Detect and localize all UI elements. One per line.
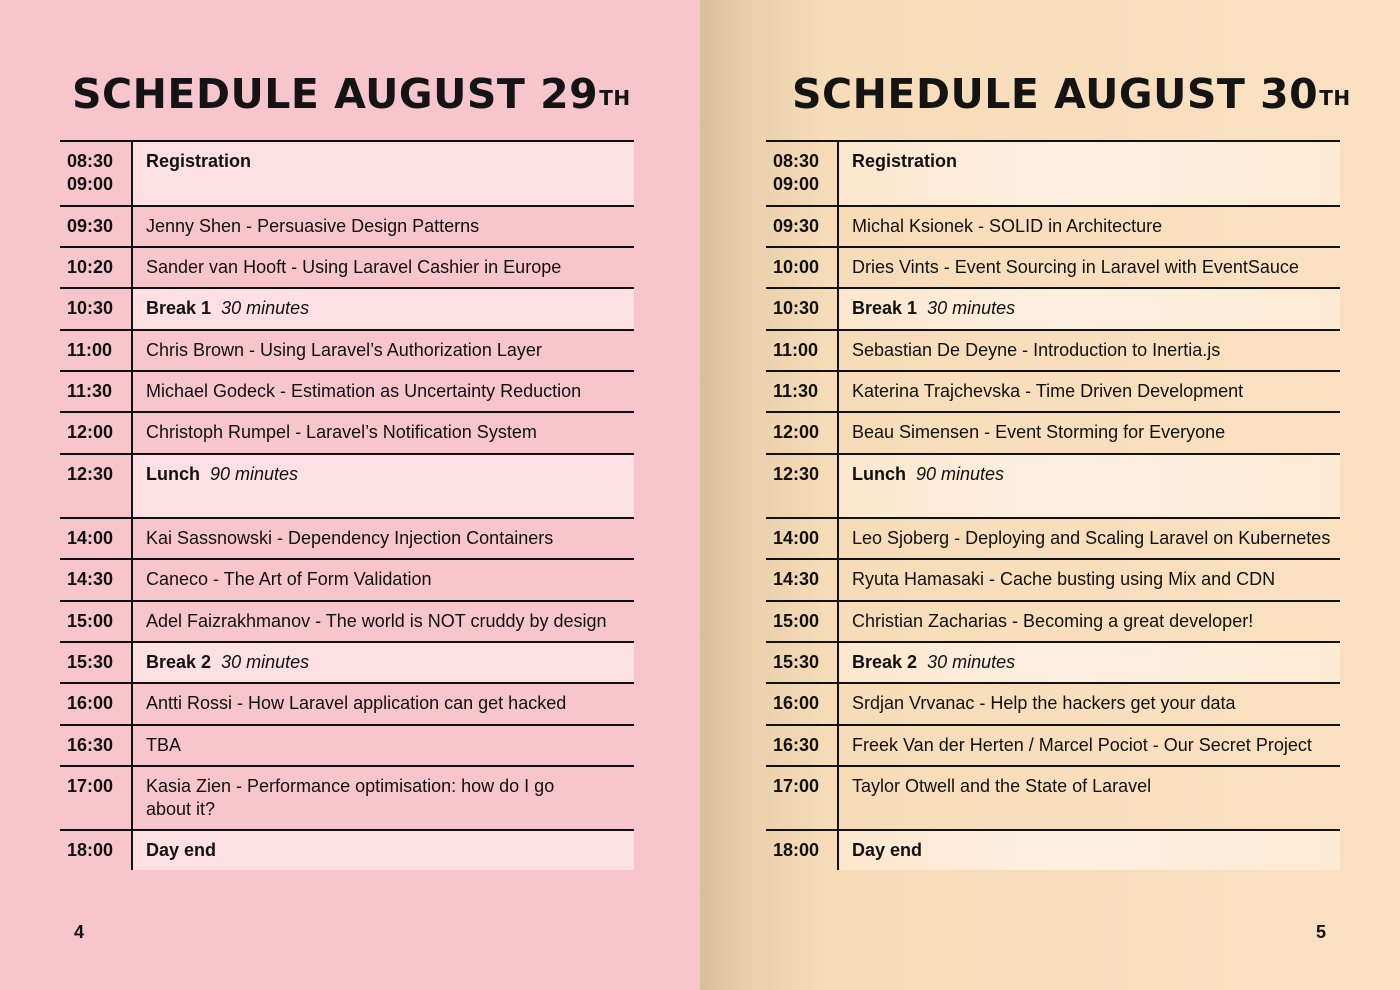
- session-cell: [133, 331, 634, 370]
- session-title: Michal Ksionek - SOLID in Architecture: [852, 216, 1163, 236]
- start-time: 12:00: [67, 422, 114, 442]
- start-time: 10:30: [773, 298, 820, 318]
- schedule-row: [766, 370, 1340, 411]
- right-page: [700, 0, 1400, 990]
- session-title: Break 1: [146, 298, 212, 318]
- session-title: Break 1: [852, 298, 918, 318]
- time-cell: [60, 331, 133, 370]
- session-cell: [839, 455, 1340, 517]
- schedule-row: [766, 140, 1340, 205]
- schedule-row: [60, 641, 634, 682]
- start-time: 14:30: [773, 569, 820, 589]
- start-time: 10:30: [67, 298, 114, 318]
- schedule-row: [766, 246, 1340, 287]
- session-cell: [839, 602, 1340, 641]
- duration-note: 90 minutes: [210, 464, 299, 484]
- schedule-row: [60, 370, 634, 411]
- start-time: 16:00: [773, 693, 820, 713]
- start-time: 15:00: [773, 611, 820, 631]
- start-time: 15:00: [67, 611, 114, 631]
- time-cell: [766, 455, 839, 517]
- end-time: 09:00: [773, 174, 820, 194]
- time-cell: [766, 331, 839, 370]
- session-cell: [133, 289, 634, 329]
- time-cell: [60, 289, 133, 329]
- schedule-table: [766, 140, 1340, 870]
- schedule-row: [766, 765, 1340, 829]
- duration-note: 30 minutes: [221, 298, 310, 318]
- start-time: 12:30: [67, 464, 114, 484]
- time-cell: [60, 248, 133, 287]
- time-cell: [766, 207, 839, 246]
- time-cell: [766, 289, 839, 329]
- session-cell: [133, 413, 634, 453]
- session-cell: [839, 289, 1340, 329]
- start-time: 10:00: [773, 257, 820, 277]
- start-time: 11:00: [67, 340, 113, 360]
- session-cell: [839, 248, 1340, 287]
- start-time: 16:30: [67, 735, 114, 755]
- time-cell: [60, 372, 133, 411]
- time-cell: [766, 248, 839, 287]
- start-time: 15:30: [773, 652, 820, 672]
- start-time: 15:30: [67, 652, 114, 672]
- schedule-row: [60, 453, 634, 517]
- session-cell: [839, 142, 1340, 205]
- schedule-row: [60, 829, 634, 870]
- schedule-row: [766, 287, 1340, 329]
- session-title: Lunch: [146, 464, 200, 484]
- schedule-row: [766, 329, 1340, 370]
- session-title: Chris Brown - Using Laravel’s Authorization Layer: [146, 340, 542, 360]
- session-title: Sander van Hooft - Using Laravel Cashier in Europe: [146, 257, 562, 277]
- time-cell: [60, 519, 133, 558]
- session-cell: [839, 726, 1340, 765]
- session-title: Sebastian De Deyne - Introduction to Inertia.js: [852, 340, 1221, 360]
- schedule-row: [60, 205, 634, 246]
- session-cell: [839, 413, 1340, 453]
- page-number: 4: [74, 922, 85, 942]
- page-title: [72, 68, 631, 120]
- start-time: 08:30: [773, 151, 820, 171]
- start-time: 11:30: [67, 381, 113, 401]
- schedule-row: [766, 641, 1340, 682]
- start-time: 08:30: [67, 151, 114, 171]
- schedule-row: [60, 682, 634, 724]
- session-cell: [133, 831, 634, 870]
- schedule-row: [60, 329, 634, 370]
- title-superscript: TH: [599, 86, 631, 110]
- time-cell: [60, 767, 133, 829]
- schedule-row: [60, 140, 634, 205]
- start-time: 17:00: [773, 776, 820, 796]
- schedule-row: [766, 205, 1340, 246]
- session-title: TBA: [146, 735, 182, 755]
- session-title: Jenny Shen - Persuasive Design Patterns: [146, 216, 480, 236]
- time-cell: [60, 142, 133, 205]
- schedule-row: [60, 287, 634, 329]
- session-title: Ryuta Hamasaki - Cache busting using Mix and CDN: [852, 569, 1276, 589]
- title-text: SCHEDULE AUGUST 29: [72, 70, 599, 118]
- time-cell: [60, 560, 133, 600]
- time-cell: [766, 726, 839, 765]
- session-cell: [133, 767, 634, 829]
- session-title: Christian Zacharias - Becoming a great developer!: [852, 611, 1254, 631]
- schedule-row: [766, 724, 1340, 765]
- schedule-row: [60, 246, 634, 287]
- session-title: Katerina Trajchevska - Time Driven Development: [852, 381, 1244, 401]
- session-title: Leo Sjoberg - Deploying and Scaling Laravel on Kubernetes: [852, 528, 1331, 548]
- time-cell: [766, 142, 839, 205]
- session-title: Antti Rossi - How Laravel application can get hacked: [146, 693, 567, 713]
- session-title: Taylor Otwell and the State of Laravel: [852, 776, 1152, 796]
- session-cell: [133, 726, 634, 765]
- session-cell: [133, 602, 634, 641]
- session-cell: [839, 684, 1340, 724]
- duration-note: 30 minutes: [927, 298, 1016, 318]
- time-cell: [60, 831, 133, 870]
- schedule-row: [766, 682, 1340, 724]
- session-cell: [133, 519, 634, 558]
- start-time: 14:00: [67, 528, 114, 548]
- session-cell: [133, 207, 634, 246]
- schedule-row: [766, 600, 1340, 641]
- schedule-row: [60, 724, 634, 765]
- session-cell: [839, 643, 1340, 682]
- session-title: Michael Godeck - Estimation as Uncertainty Reduction: [146, 381, 582, 401]
- time-cell: [60, 207, 133, 246]
- start-time: 18:00: [773, 840, 820, 860]
- schedule-row: [60, 600, 634, 641]
- schedule-row: [60, 558, 634, 600]
- session-cell: [133, 372, 634, 411]
- time-cell: [766, 602, 839, 641]
- start-time: 10:20: [67, 257, 114, 277]
- start-time: 12:00: [773, 422, 820, 442]
- start-time: 11:00: [773, 340, 819, 360]
- session-title: Break 2: [852, 652, 918, 672]
- time-cell: [766, 413, 839, 453]
- time-cell: [766, 684, 839, 724]
- schedule-row: [60, 517, 634, 558]
- session-title: Dries Vints - Event Sourcing in Laravel with EventSauce: [852, 257, 1299, 277]
- session-title: Adel Faizrakhmanov - The world is NOT cruddy by design: [146, 611, 607, 631]
- start-time: 14:30: [67, 569, 114, 589]
- session-cell: [839, 331, 1340, 370]
- time-cell: [766, 372, 839, 411]
- session-cell: [839, 207, 1340, 246]
- start-time: 09:30: [67, 216, 114, 236]
- time-cell: [766, 519, 839, 558]
- start-time: 18:00: [67, 840, 114, 860]
- time-cell: [766, 831, 839, 870]
- start-time: 11:30: [773, 381, 819, 401]
- session-title: Registration: [852, 151, 958, 171]
- time-cell: [766, 560, 839, 600]
- time-cell: [766, 643, 839, 682]
- start-time: 14:00: [773, 528, 820, 548]
- session-title: Break 2: [146, 652, 212, 672]
- schedule-table: [60, 140, 634, 870]
- session-cell: [839, 372, 1340, 411]
- session-title: Srdjan Vrvanac - Help the hackers get your data: [852, 693, 1236, 713]
- session-cell: [839, 831, 1340, 870]
- title-text: SCHEDULE AUGUST 30: [792, 70, 1319, 118]
- session-title: Day end: [852, 840, 923, 860]
- session-cell: [839, 519, 1340, 558]
- start-time: 16:00: [67, 693, 114, 713]
- page-number: 5: [1315, 922, 1326, 942]
- session-cell: [133, 248, 634, 287]
- time-cell: [60, 455, 133, 517]
- start-time: 16:30: [773, 735, 820, 755]
- start-time: 09:30: [773, 216, 820, 236]
- time-cell: [60, 643, 133, 682]
- schedule-row: [766, 558, 1340, 600]
- time-cell: [60, 602, 133, 641]
- session-cell: [839, 560, 1340, 600]
- schedule-row: [766, 517, 1340, 558]
- session-cell: [133, 455, 634, 517]
- schedule-row: [766, 453, 1340, 517]
- duration-note: 30 minutes: [927, 652, 1016, 672]
- session-title: Caneco - The Art of Form Validation: [146, 569, 432, 589]
- time-cell: [60, 684, 133, 724]
- page-title: [792, 68, 1351, 120]
- session-title: Lunch: [852, 464, 906, 484]
- time-cell: [60, 726, 133, 765]
- session-title: Kai Sassnowski - Dependency Injection Containers: [146, 528, 554, 548]
- session-cell: [133, 684, 634, 724]
- session-title: Day end: [146, 840, 217, 860]
- session-cell: [839, 767, 1340, 829]
- schedule-row: [60, 411, 634, 453]
- schedule-row: [766, 411, 1340, 453]
- schedule-row: [60, 765, 634, 829]
- session-title: Beau Simensen - Event Storming for Everyone: [852, 422, 1226, 442]
- session-title: Christoph Rumpel - Laravel’s Notification System: [146, 422, 537, 442]
- time-cell: [60, 413, 133, 453]
- session-cell: [133, 643, 634, 682]
- duration-note: 90 minutes: [916, 464, 1005, 484]
- session-title: Registration: [146, 151, 252, 171]
- title-superscript: TH: [1319, 86, 1351, 110]
- session-title: Freek Van der Herten / Marcel Pociot - Our Secret Project: [852, 735, 1312, 755]
- start-time: 17:00: [67, 776, 114, 796]
- session-cell: [133, 560, 634, 600]
- session-title: Kasia Zien - Performance optimisation: how do I go about it?: [146, 776, 555, 819]
- session-cell: [133, 142, 634, 205]
- time-cell: [766, 767, 839, 829]
- duration-note: 30 minutes: [221, 652, 310, 672]
- start-time: 12:30: [773, 464, 820, 484]
- end-time: 09:00: [67, 174, 114, 194]
- schedule-row: [766, 829, 1340, 870]
